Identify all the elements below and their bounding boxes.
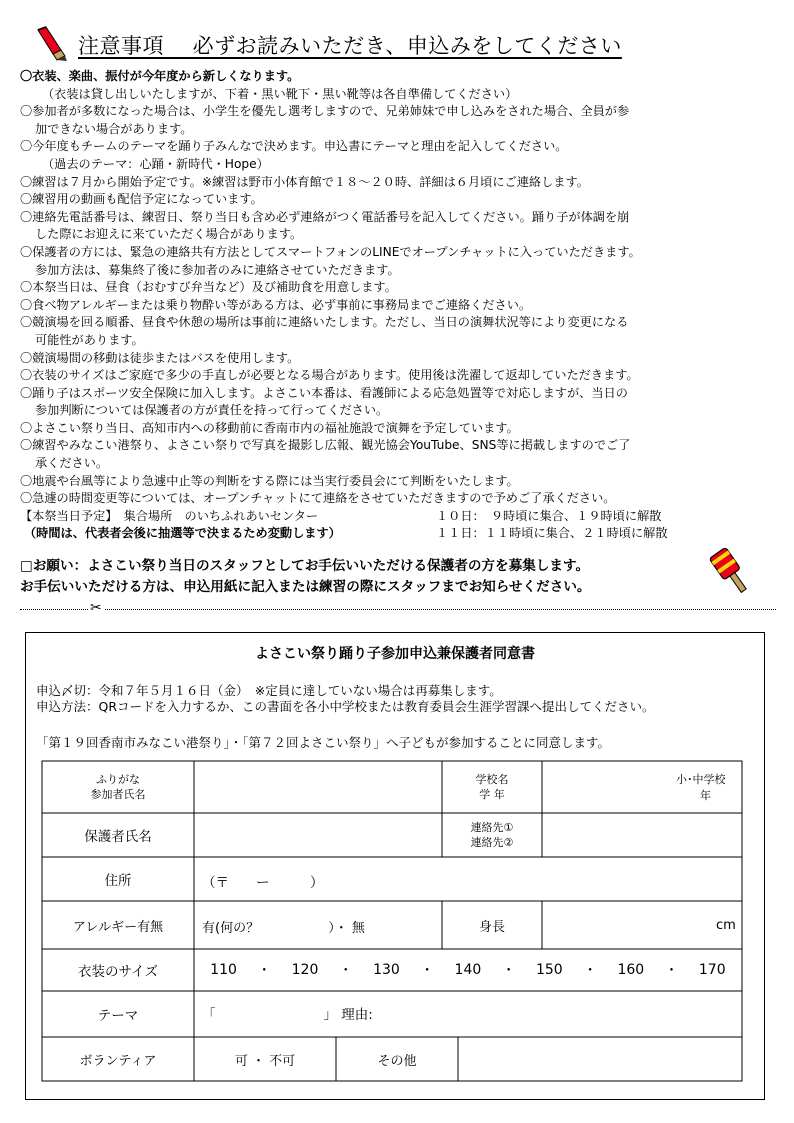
- allergy-label: アレルギー有無: [72, 919, 164, 935]
- schedule-row-2: [20, 525, 776, 543]
- contact1-label: 連絡先①: [470, 821, 514, 834]
- contact2-label: 連絡先②: [470, 836, 514, 849]
- size-separator: ・: [664, 963, 679, 979]
- notice-line: 〇連絡先電話番号は、練習日、祭り当日も含め必ず連絡がつく電話番号を記入してください。踊り子が体調を崩: [20, 209, 630, 224]
- notice-line: 〇練習用の動画も配信予定になっています。: [20, 192, 263, 207]
- year-text: 年: [700, 789, 711, 802]
- notice-list: [20, 68, 776, 543]
- scissors-icon: ✂: [90, 600, 102, 616]
- cut-line: [20, 609, 776, 610]
- address-label: 住所: [104, 873, 132, 889]
- notice-line: 〇保護者の方には、緊急の連絡共有方法としてスマートフォンのLINEでオープンチャットに入っていただきます。: [20, 244, 641, 259]
- other-field[interactable]: [460, 1039, 740, 1079]
- other-label: その他: [377, 1053, 417, 1069]
- schedule-row-1: [20, 508, 776, 526]
- size-option-120[interactable]: 120: [291, 962, 319, 978]
- schedule-day10: １０日： ９時頃に集合、１９時頃に解散: [436, 508, 662, 523]
- height-unit: cm: [716, 918, 736, 933]
- costume-size-label: 衣装のサイズ: [78, 964, 158, 980]
- size-option-110[interactable]: 110: [210, 962, 237, 978]
- page-title: 注意事項 必ずお読みいただき、申込みをしてください: [78, 34, 622, 58]
- participant-name-field[interactable]: [196, 763, 440, 811]
- notice-line: （衣装は貸し出しいたしますが、下着・黒い靴下・黒い靴等は各自準備してください）: [42, 86, 518, 101]
- notice-line: 〇競演場を回る順番、昼食や休憩の場所は事前に連絡いたします。ただし、当日の演舞状況等により変更になる: [20, 315, 629, 330]
- notice-line: 〇衣装のサイズはご家庭で多少の手直しが必要となる場合があります。使用後は洗濯して返却していただきます。: [20, 368, 639, 383]
- theme-field[interactable]: 「 」 理由:: [202, 1007, 373, 1023]
- size-separator: ・: [501, 963, 516, 979]
- notice-line: 〇よさこい祭り当日、高知市内への移動前に香南市内の福祉施設で演舞を予定しています。: [20, 420, 519, 435]
- participant-name-text: 参加者氏名: [90, 788, 146, 801]
- notice-line: 〇参加者が多数になった場合は、小学生を優先し選考しますので、兄弟姉妹で申し込みをされた場合、全員が参: [20, 104, 630, 119]
- notice-line: 参加判断については保護者の方が責任を持って行ってください。: [35, 403, 389, 418]
- notice-line: （過去のテーマ：心踊・新時代・Hope）: [42, 156, 269, 171]
- school-type-text: 小･中学校: [676, 773, 726, 786]
- height-field[interactable]: [544, 903, 740, 947]
- address-field[interactable]: （〒 ー ）: [202, 875, 324, 891]
- schedule-note: （時間は、代表者会後に抽選等で決まるため変動します）: [24, 526, 341, 541]
- size-separator: ・: [420, 963, 435, 979]
- notice-line: 可能性があります。: [35, 332, 144, 347]
- schedule-day11: １１日：１１時頃に集合、２１時頃に解散: [436, 526, 668, 541]
- notice-line: 〇急遽の時間変更等については、オープンチャットにて連絡をさせていただきますので予めご了承ください。: [20, 491, 616, 506]
- notice-line: 〇衣装、楽曲、振付が今年度から新しくなります。: [20, 69, 300, 83]
- notice-line: した際にお迎えに来ていただく場合があります。: [35, 227, 303, 242]
- page-header: [34, 26, 654, 62]
- form-title: よさこい祭り踊り子参加申込兼保護者同意書: [255, 646, 535, 662]
- size-option-130[interactable]: 130: [373, 962, 400, 978]
- school-grade-label: [442, 767, 542, 807]
- volunteer-options[interactable]: 可 ・ 不可: [234, 1053, 296, 1069]
- pencil-icon: [34, 26, 74, 62]
- form-deadline: 申込〆切：令和７年５月１６日（金） ※定員に達していない場合は再募集します。: [36, 683, 502, 698]
- height-label: 身長: [478, 919, 505, 935]
- notice-line: 〇踊り子はスポーツ安全保険に加入します。よさこい本番は、看護師による応急処置等で対応しますが、当日の: [20, 385, 628, 400]
- size-separator: ・: [583, 963, 598, 979]
- size-option-150[interactable]: 150: [535, 962, 563, 978]
- size-separator: ・: [257, 963, 272, 979]
- application-form: [25, 632, 765, 1100]
- size-options: [194, 949, 742, 991]
- grade-label: 学 年: [479, 788, 505, 801]
- notice-line: 〇練習やみなこい港祭り、よさこい祭りで写真を撮影し広報、観光協会YouTube、SNS等に掲載しますのでご了: [20, 438, 631, 453]
- notice-line: 〇本祭当日は、昼食（おむすび弁当など）及び補助食を用意します。: [20, 280, 397, 295]
- volunteer-request: [20, 556, 710, 598]
- schedule-label: 【本祭当日予定】 集合場所 のいちふれあいセンター: [20, 508, 319, 523]
- notice-line: 加できない場合があります。: [35, 121, 193, 136]
- form-consent: 「第１９回香南市みなこい港祭り」・「第７２回よさこい祭り」へ子どもが参加することに同意します。: [36, 735, 611, 750]
- guardian-name-label: 保護者氏名: [84, 829, 152, 845]
- notice-line: 〇今年度もチームのテーマを踊り子みんなで決めます。申込書にテーマと理由を記入してください。: [20, 139, 568, 154]
- request-line-2: お手伝いいただける方は、申込用紙に記入または練習の際にスタッフまでお知らせください。: [20, 579, 591, 595]
- size-option-170[interactable]: 170: [698, 962, 726, 978]
- volunteer-label: ボランティア: [79, 1053, 157, 1069]
- notice-line: 〇練習は７月から開始予定です。※練習は野市小体育館で１８～２０時、詳細は６月頃にご連絡します。: [20, 174, 589, 189]
- participant-name-label: [42, 767, 194, 807]
- size-separator: ・: [338, 963, 353, 979]
- size-option-160[interactable]: 160: [617, 962, 645, 978]
- notice-line: 〇地震や台風等により急遽中止等の判断をする際には当実行委員会にて判断をいたします。: [20, 473, 519, 488]
- contact-label: [442, 817, 542, 853]
- furigana-label: ふりがな: [96, 773, 140, 786]
- theme-label: テーマ: [97, 1008, 139, 1024]
- naruko-clapper-icon: [706, 543, 754, 599]
- request-line-1: □お願い：よさこい祭り当日のスタッフとしてお手伝いいただける保護者の方を募集します。: [20, 558, 590, 574]
- form-method: 申込方法：QRコードを入力するか、この書面を各小中学校または教育委員会生涯学習課へ提出してください。: [36, 699, 655, 714]
- allergy-field[interactable]: 有(何の？ ）・ 無: [202, 921, 365, 936]
- notice-line: 承ください。: [35, 456, 109, 471]
- size-option-140[interactable]: 140: [454, 962, 482, 978]
- contact-field[interactable]: [544, 815, 740, 855]
- notice-line: 〇競演場間の移動は徒歩またはバスを使用します。: [20, 350, 300, 365]
- notice-line: 参加方法は、募集終了後に参加者のみに連絡させていただきます。: [35, 262, 400, 277]
- notice-line: 〇食べ物アレルギーまたは乗り物酔い等がある方は、必ず事前に事務局までご連絡ください。: [20, 297, 532, 312]
- school-name-label: 学校名: [475, 773, 509, 786]
- guardian-name-field[interactable]: [196, 815, 440, 855]
